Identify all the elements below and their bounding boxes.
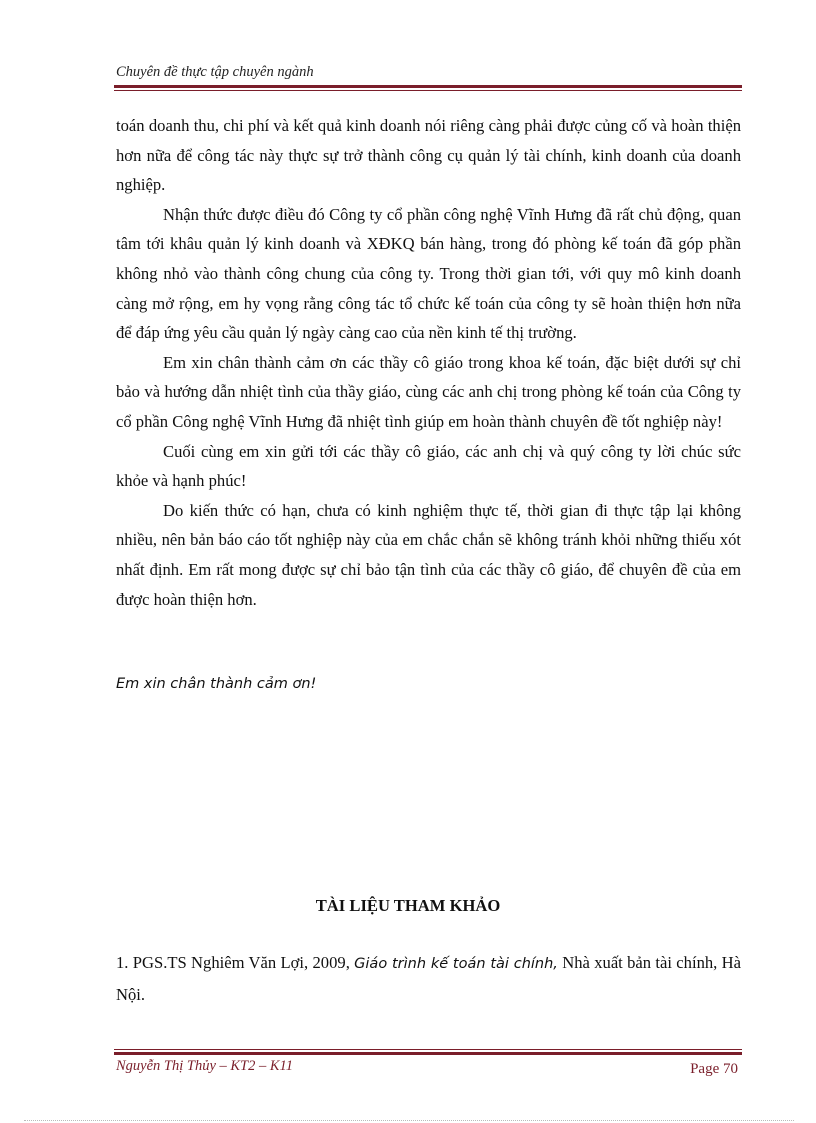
paragraph: Nhận thức được điều đó Công ty cổ phần công nghệ Vĩnh Hưng đã rất chủ động, quan tâm tới khâu quản lý kinh doanh và XĐKQ bán hàng, trong đó phòng kế toán đã góp phần không nhỏ vào thành công chung của công ty. Trong thời gian tới, với quy mô kinh doanh càng mở rộng, em hy vọng rằng công tác tổ chức kế toán của công ty sẽ hoàn thiện hơn nữa để đáp ứng yêu cầu quản lý ngày càng cao của nền kinh tế thị trường. [116,204,741,343]
footer-rule-thin [114,1049,742,1050]
reference-item [116,948,741,1009]
paragraph: Cuối cùng em xin gửi tới các thầy cô giáo, các anh chị và quý công ty lời chúc sức khỏe và hạnh phúc! [116,441,741,491]
paragraph: Do kiến thức có hạn, chưa có kinh nghiệm thực tế, thời gian đi thực tập lại không nhiều, nên bản báo cáo tốt nghiệp này của em chắc chắn sẽ không tránh khỏi những thiếu xót nhất định. Em rất mong được sự chỉ bảo tận tình của các thầy cô giáo, để chuyên đề của em được hoàn thiện hơn. [116,500,741,609]
header-rule-thick [114,85,742,88]
body-text [116,111,741,614]
references-title: TÀI LIỆU THAM KHẢO [315,896,501,915]
references-list [116,948,741,1009]
reference-book-title: Giáo trình kế toán tài chính, [354,956,558,972]
reference-prefix: 1. PGS.TS Nghiêm Văn Lợi, 2009, [116,953,355,972]
header-rule-thin [114,90,742,91]
footer-rule-thick [114,1052,742,1055]
closing-line: Em xin chân thành cảm ơn! [116,676,317,692]
page-number: Page 70 [690,1061,738,1077]
paragraph: Em xin chân thành cảm ơn các thầy cô giáo trong khoa kế toán, đặc biệt dưới sự chỉ bảo và hướng dẫn nhiệt tình của thầy giáo, cùng các anh chị trong phòng kế toán của Công ty cổ phần Công nghệ Vĩnh Hưng đã nhiệt tình giúp em hoàn thành chuyên đề tốt nghiệp này! [116,352,741,431]
reference-suffix: Nhà xuất bản tài chính, Hà Nội. [116,953,741,1004]
page-edge-divider [24,1120,794,1121]
footer-author: Nguyễn Thị Thủy – KT2 – K11 [116,1058,293,1074]
header-title: Chuyên đề thực tập chuyên ngành [116,64,314,80]
paragraph: toán doanh thu, chi phí và kết quả kinh doanh nói riêng càng phải được củng cố và hoàn thiện hơn nữa để công tác này thực sự trở thành công cụ quản lý tài chính, kinh doanh của doanh nghiệp. [116,116,741,195]
